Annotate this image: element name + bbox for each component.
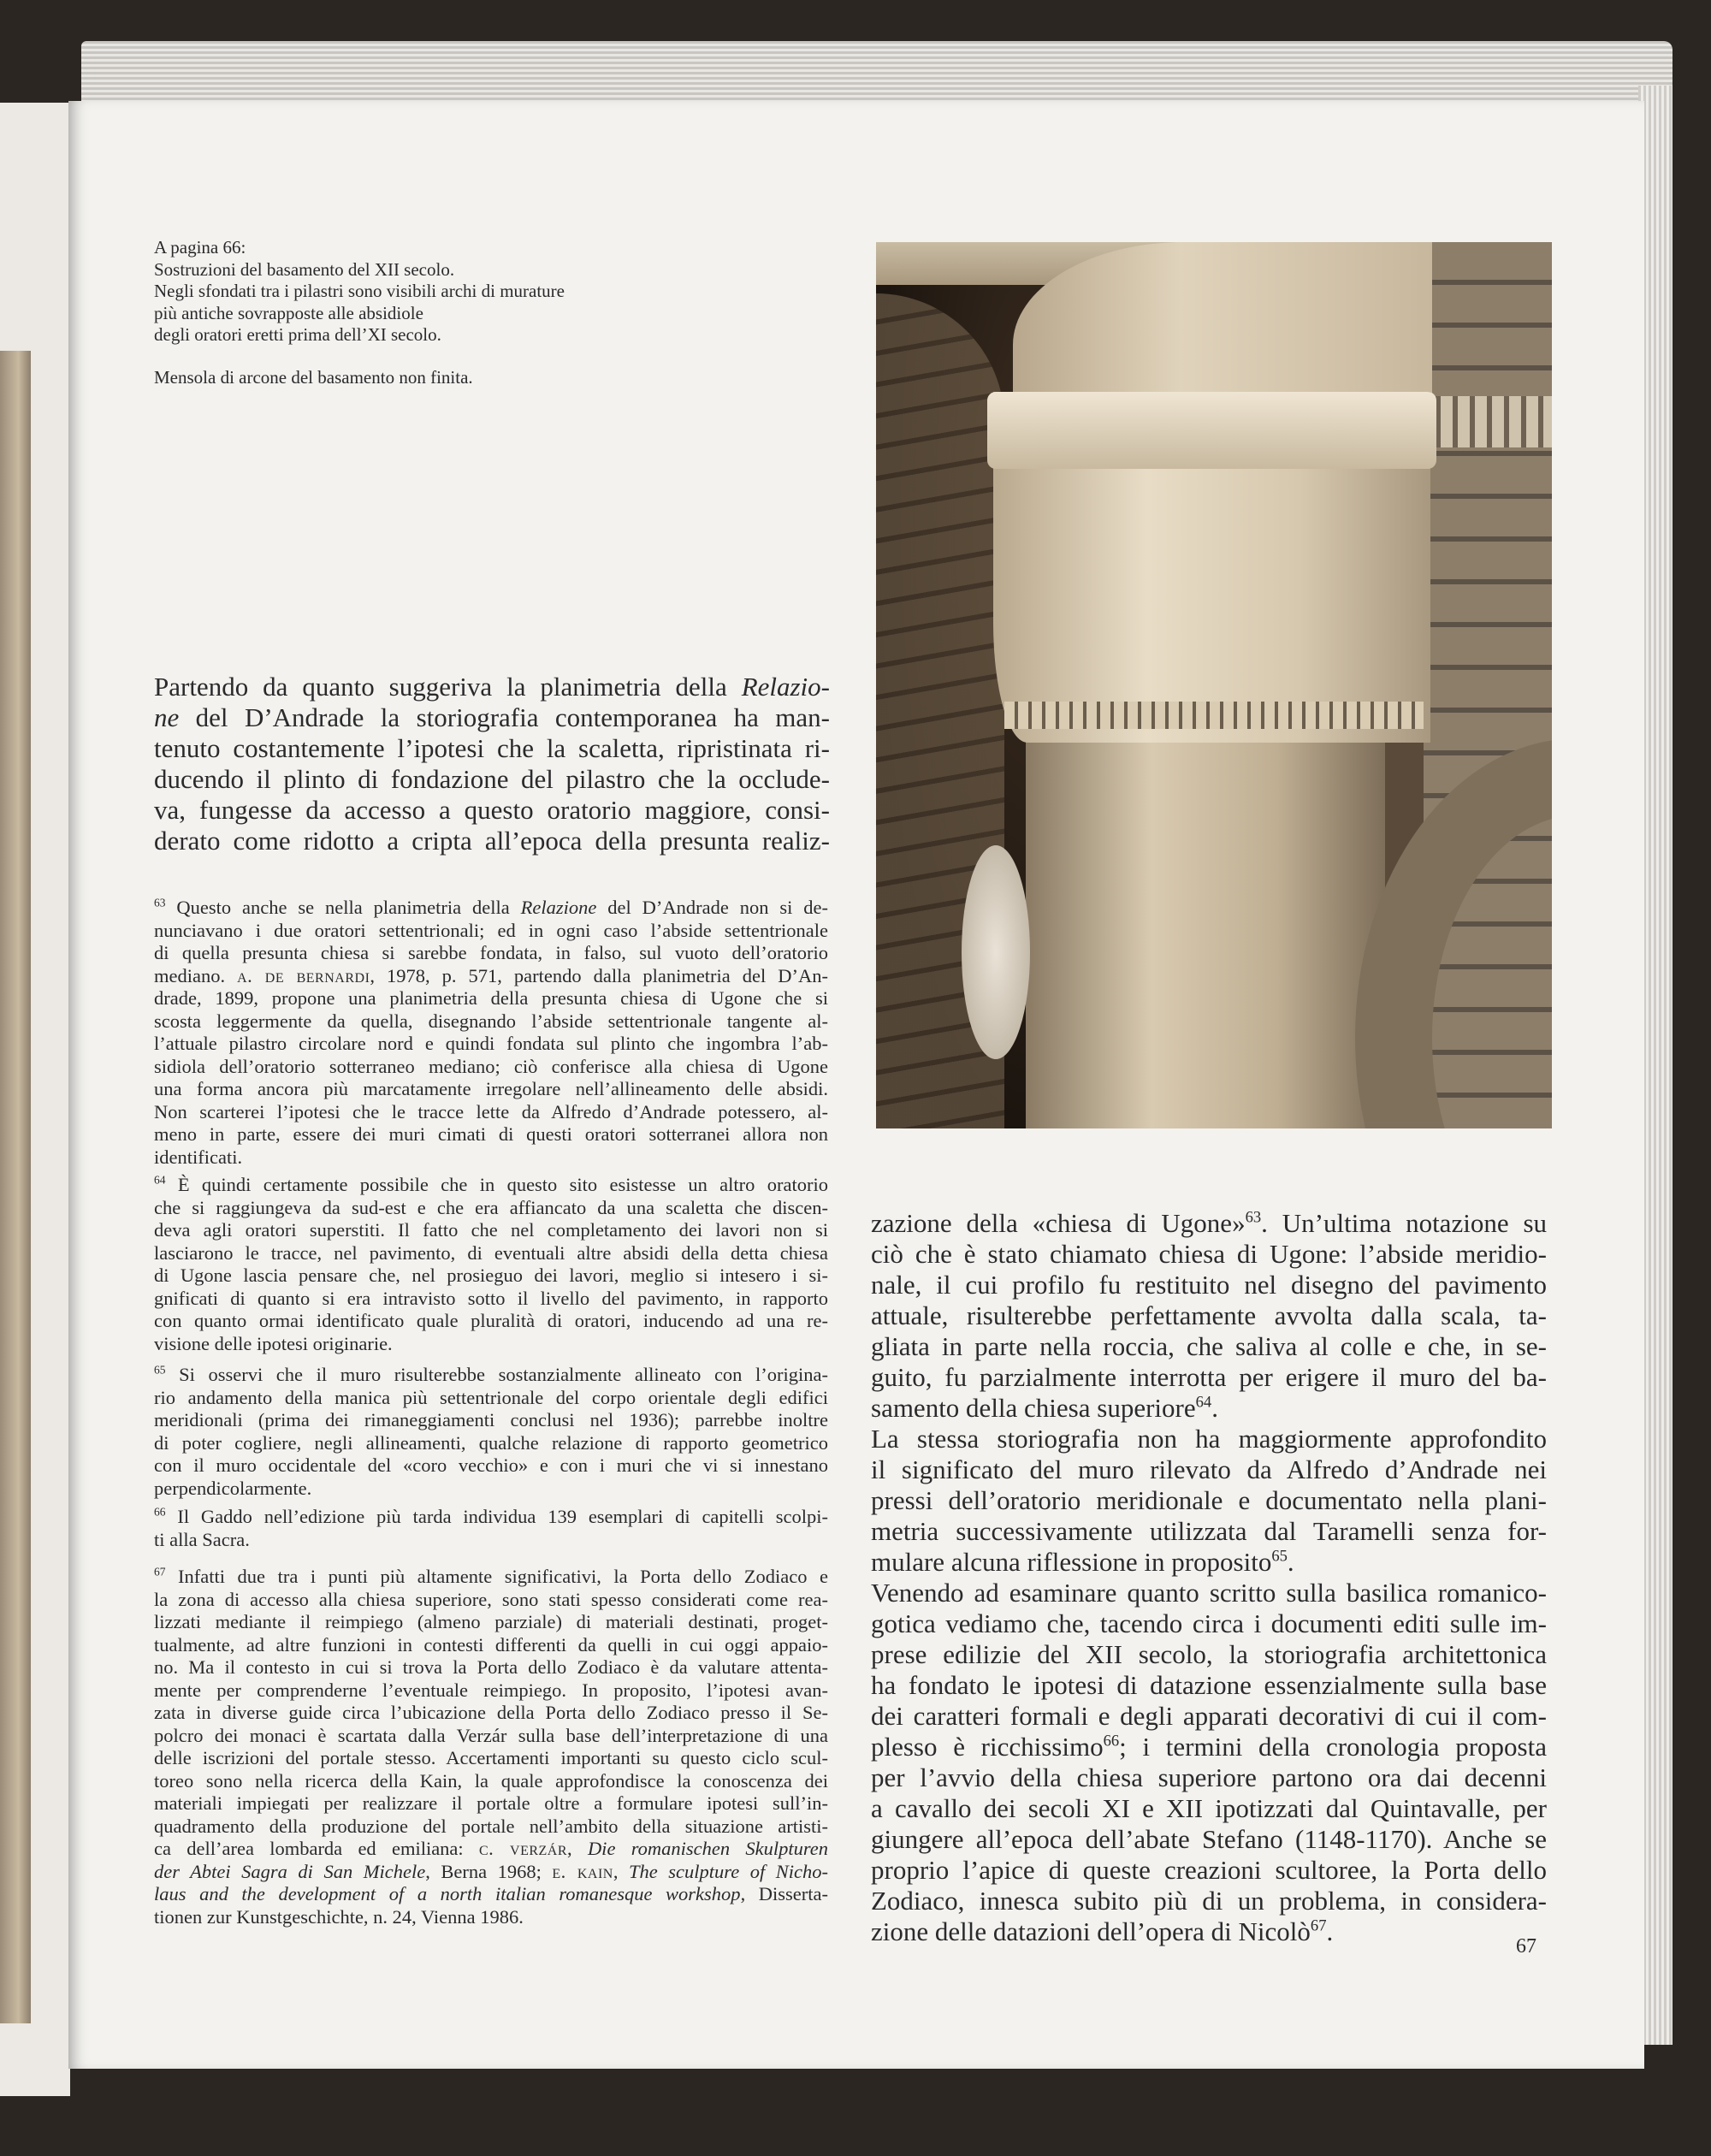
paragraph: [871, 1208, 1547, 1424]
small-caps-author: c. verzár: [478, 1838, 568, 1859]
text-line: per l’avvio della chiesa superiore partono ora dai decenni: [871, 1762, 1547, 1792]
text-segment: .: [1287, 1547, 1294, 1577]
text-segment: samento della chiesa superiore: [871, 1393, 1196, 1423]
text-line: visione delle ipotesi originarie.: [154, 1332, 393, 1354]
footnote-ref: 63: [1245, 1208, 1262, 1227]
text-line: la zona di accesso alla chiesa superiore, sono stati spesso considerati come rea-: [154, 1588, 828, 1610]
corbel-cornice: [987, 392, 1436, 469]
text-segment: Partendo da quanto suggeriva la planimetria della: [154, 672, 742, 702]
text-line: [154, 897, 828, 920]
text-segment: mulare alcuna riflessione in proposito: [871, 1547, 1272, 1577]
text-line: rio andamento della manica più settentrionale del corpo orientale degli edifici: [154, 1386, 828, 1408]
text-line: drade, 1899, propone una planimetria della presunta chiesa di Ugone che si: [154, 987, 828, 1009]
text-segment: ,: [613, 1860, 630, 1882]
text-segment: Si osservi che il muro risulterebbe sostanzialmente allineato con l’origina-: [165, 1364, 828, 1385]
text-segment: zazione della «chiesa di Ugone»: [871, 1208, 1246, 1238]
footnote-ref: 63: [154, 897, 166, 909]
footnote-ref: 65: [1271, 1547, 1288, 1566]
text-line: A pagina 66:: [154, 237, 246, 258]
text-line: toreo sono nella ricerca della Kain, la quale approfondisce la conoscenza dei: [154, 1769, 828, 1792]
text-line: Zodiaco, innesca subito più di un problema, in considera-: [871, 1886, 1547, 1916]
text-line: una forma ancora più marcatamente irregolare nell’allineamento delle absidi.: [154, 1078, 828, 1099]
caption-lines: [154, 237, 702, 346]
text-line: con quanto ormai identificato quale pluralità di oratori, inducendo ad una re-: [154, 1310, 828, 1331]
text-line: [154, 1174, 828, 1197]
text-line: perpendicolarmente.: [154, 1477, 312, 1499]
text-line: no. Ma il contesto in cui si trova la Porta dello Zodiaco è da valutare attenta-: [154, 1656, 828, 1678]
text-line: meridionali (prima dei rimaneggiamenti conclusi nel 1936); parrebbe inoltre: [154, 1409, 828, 1430]
text-line: quadramento della produzione del portale nell’ambito della situazione artisti-: [154, 1815, 828, 1837]
text-line: meno in parte, essere dei muri cimati di questi oratori sotterranei allora non: [154, 1123, 828, 1145]
photo-corbel-of-arch: [876, 242, 1552, 1128]
text-line: di Ugone lascia pensare che, nel prosieguo dei lavori, meglio si intesero i si-: [154, 1265, 828, 1286]
text-line: guito, fu parzialmente interrotta per erigere il muro del ba-: [871, 1362, 1547, 1392]
text-segment: .: [1326, 1916, 1334, 1946]
text-line: dei caratteri formali e degli apparati decorativi di cui il com-: [871, 1701, 1547, 1731]
italic-text: Relazione: [520, 897, 597, 918]
page-stack-top: [81, 41, 1673, 110]
text-line: con il muro occidentale del «coro vecchio» e con i muri che vi si innestano: [154, 1454, 828, 1476]
caption-second: Mensola di arcone del basamento non finita.: [154, 366, 473, 388]
footnote-67: [154, 1566, 828, 1928]
text-line: gotica vediamo che, tacendo circa i documenti editi sulle im-: [871, 1608, 1547, 1638]
facing-page-photo: [0, 351, 31, 2023]
text-line: [154, 672, 830, 702]
text-line: [154, 965, 828, 988]
text-segment: Infatti due tra i punti più altamente significativi, la Porta dello Zodiaco e: [165, 1566, 828, 1587]
footnote-65: [154, 1364, 828, 1500]
text-line: gliata in parte nella roccia, che saliva al colle e che, in se-: [871, 1331, 1547, 1361]
text-line: tualmente, ad altre funzioni in contesti differenti da quelli in cui oggi appaio-: [154, 1633, 828, 1656]
italic-text: Relazio-: [741, 672, 830, 702]
text-line: sidiola dell’oratorio sotterraneo mediano; ciò conferisce alla chiesa di Ugone: [154, 1055, 828, 1077]
text-line: polcro dei monaci è scartata dalla Verzár sulla base dell’interpretazione di una: [154, 1724, 828, 1746]
text-line: [871, 1732, 1547, 1762]
text-line: ducendo il plinto di fondazione del pilastro che la occlude-: [154, 764, 830, 794]
text-line: [154, 1506, 828, 1529]
italic-text: der Abtei Sagra di San Michele: [154, 1860, 426, 1882]
text-line: [871, 1916, 1547, 1947]
paragraph: [871, 1578, 1547, 1947]
dentil-band: [1004, 702, 1424, 729]
text-line: identificati.: [154, 1146, 243, 1168]
body-text-right-column: [871, 1208, 1547, 1947]
text-line: delle iscrizioni del portale stesso. Accertamenti importanti su questo ciclo scul-: [154, 1747, 828, 1768]
footnote-66: [154, 1506, 828, 1551]
text-segment: Il Gaddo nell’edizione più tarda individua 139 esemplari di capitelli scolpi-: [165, 1506, 828, 1527]
footnote-64: [154, 1174, 828, 1355]
text-segment: ca dell’area lombarda ed emiliana:: [154, 1838, 479, 1859]
text-segment: plesso è ricchissimo: [871, 1732, 1104, 1762]
text-line: Sostruzioni del basamento del XII secolo.: [154, 258, 455, 280]
text-line: tionen zur Kunstgeschichte, n. 24, Vienna 1986.: [154, 1905, 524, 1928]
footnote-63: [154, 897, 828, 1169]
text-line: metria successivamente utilizzata dal Taramelli senza for-: [871, 1516, 1547, 1546]
text-segment: mediano.: [154, 964, 238, 986]
text-segment: , 1978, p. 571, partendo dalla planimetria del D’An-: [370, 964, 828, 986]
text-line: tenuto costantemente l’ipotesi che la scaletta, ripristinata ri-: [154, 733, 830, 763]
text-line: Negli sfondati tra i pilastri sono visibili archi di murature: [154, 281, 565, 301]
text-line: di quella presunta chiesa si sarebbe fondata, in falso, sul vuoto dell’oratorio: [154, 942, 828, 963]
text-segment: . Un’ultima notazione su: [1261, 1208, 1547, 1238]
footnote-ref: 64: [154, 1174, 166, 1187]
text-segment: , Berna 1968;: [425, 1860, 553, 1882]
decorative-band: [1424, 396, 1552, 447]
text-line: [154, 1566, 828, 1589]
text-line: [871, 1208, 1547, 1239]
text-line: lizzati mediante il reimpiego (almeno parziale) di materiali destinati, proget-: [154, 1611, 828, 1632]
paragraph: [871, 1424, 1547, 1578]
text-line: [154, 702, 830, 733]
italic-text: Die romanischen Skulpturen: [587, 1838, 828, 1859]
text-line: nunciavano i due oratori settentrionali; ed in ogni caso l’abside settentrionale: [154, 919, 828, 941]
italic-text: ne: [154, 702, 180, 732]
text-line: attuale, risulterebbe perfettamente avvolta dalla scala, ta-: [871, 1300, 1547, 1330]
footnote-ref: 66: [154, 1506, 166, 1519]
text-line: zata in diverse guide circa l’ubicazione della Porta dello Zodiaco presso il Se-: [154, 1702, 828, 1723]
text-line: a cavallo dei secoli XI e XII ipotizzati dal Quintavalle, per: [871, 1793, 1547, 1823]
footnote-ref: 67: [154, 1566, 166, 1578]
text-segment: del D’Andrade non si de-: [596, 897, 828, 918]
text-line: di poter cogliere, negli allineamenti, qualche relazione di rapporto geometrico: [154, 1431, 828, 1454]
text-segment: , Disserta-: [740, 1883, 828, 1904]
text-line: gnificati di quanto si era intravisto sotto il livello del pavimento, in rapporto: [154, 1287, 828, 1309]
footnote-ref: 67: [1310, 1916, 1327, 1935]
italic-text: The sculpture of Nicho-: [629, 1860, 828, 1882]
text-line: ciò che è stato chiamato chiesa di Ugone: l’abside meridio-: [871, 1239, 1547, 1269]
text-line: [154, 1883, 828, 1906]
text-line: [871, 1393, 1547, 1424]
text-segment: È quindi certamente possibile che in questo sito esistesse un altro oratorio: [165, 1174, 828, 1195]
italic-text: laus and the development of a north italian romanesque workshop: [154, 1883, 741, 1904]
text-line: ha fondato le ipotesi di datazione essenzialmente sulla base: [871, 1670, 1547, 1700]
facing-page-edge: [0, 103, 70, 2096]
text-line: [154, 1364, 828, 1387]
small-caps-author: a. de bernardi: [237, 964, 370, 986]
text-line: degli oratori eretti prima dell’XI secolo.: [154, 324, 441, 345]
footnote-ref: 65: [154, 1364, 166, 1377]
text-line: va, fungesse da accesso a questo oratorio maggiore, consi-: [154, 795, 830, 825]
text-segment: del D’Andrade la storiografia contemporanea ha man-: [179, 702, 830, 732]
light-disc: [962, 845, 1030, 1059]
text-line: nale, il cui profilo fu restituito nel disegno del pavimento: [871, 1270, 1547, 1300]
photo-caption: [154, 237, 702, 388]
text-segment: ,: [567, 1838, 588, 1859]
body-text-intro: [154, 672, 830, 856]
text-line: ti alla Sacra.: [154, 1528, 250, 1550]
text-line: Venendo ad esaminare quanto scritto sulla basilica romanico-: [871, 1578, 1547, 1608]
footnote-ref: 64: [1195, 1393, 1212, 1412]
text-line: derato come ridotto a cripta all’epoca della presunta realiz-: [154, 826, 830, 856]
text-line: [871, 1547, 1547, 1578]
footnote-ref: 66: [1103, 1732, 1120, 1750]
pillar-upper: [1013, 242, 1432, 405]
text-segment: .: [1211, 1393, 1218, 1423]
text-segment: ; i termini della cronologia proposta: [1119, 1732, 1547, 1762]
text-segment: zione delle datazioni dell’opera di Nicolò: [871, 1916, 1311, 1946]
page-number: 67: [1516, 1935, 1536, 1958]
text-line: prese edilizie del XII secolo, la storiografia architettonica: [871, 1639, 1547, 1669]
pillar-shaft: [1026, 721, 1385, 1128]
text-line: La stessa storiografia non ha maggiormente approfondito: [871, 1424, 1547, 1454]
text-line: l’attuale pilastro circolare nord e quindi fondata sul plinto che ingombra l’ab-: [154, 1033, 828, 1054]
text-line: mente per comprenderne l’eventuale reimpiego. In proposito, l’ipotesi avan-: [154, 1679, 828, 1701]
text-line: materiali impiegati per realizzare il portale oltre a formulare ipotesi sull’in-: [154, 1792, 828, 1814]
text-line: [154, 1861, 828, 1884]
text-line: [154, 1838, 828, 1861]
text-line: lasciarono le tracce, nel pavimento, di eventuali altre absidi della detta chiesa: [154, 1241, 828, 1264]
text-line: pressi dell’oratorio meridionale e documentato nella plani-: [871, 1485, 1547, 1515]
text-line: proprio l’apice di queste creazioni scultoree, la Porta dello: [871, 1855, 1547, 1885]
text-line: deva agli oratori superstiti. Il fatto che nel completamento dei lavori non si: [154, 1219, 828, 1241]
text-line: scosta leggermente da quella, disegnando l’abside settentrionale tangente al-: [154, 1010, 828, 1032]
text-line: il significato del muro rilevato da Alfredo d’Andrade nei: [871, 1454, 1547, 1484]
text-line: più antiche sovrapposte alle absidiole: [154, 302, 423, 323]
small-caps-author: e. kain: [552, 1860, 613, 1882]
text-line: giungere all’epoca dell’abate Stefano (1148-1170). Anche se: [871, 1824, 1547, 1854]
text-segment: Questo anche se nella planimetria della: [165, 897, 521, 918]
text-line: che si raggiungeva da sud-est e che era affiancato da una scaletta che discen-: [154, 1196, 828, 1218]
text-line: Non scarterei l’ipotesi che le tracce lette da Alfredo d’Andrade potessero, al-: [154, 1100, 828, 1122]
